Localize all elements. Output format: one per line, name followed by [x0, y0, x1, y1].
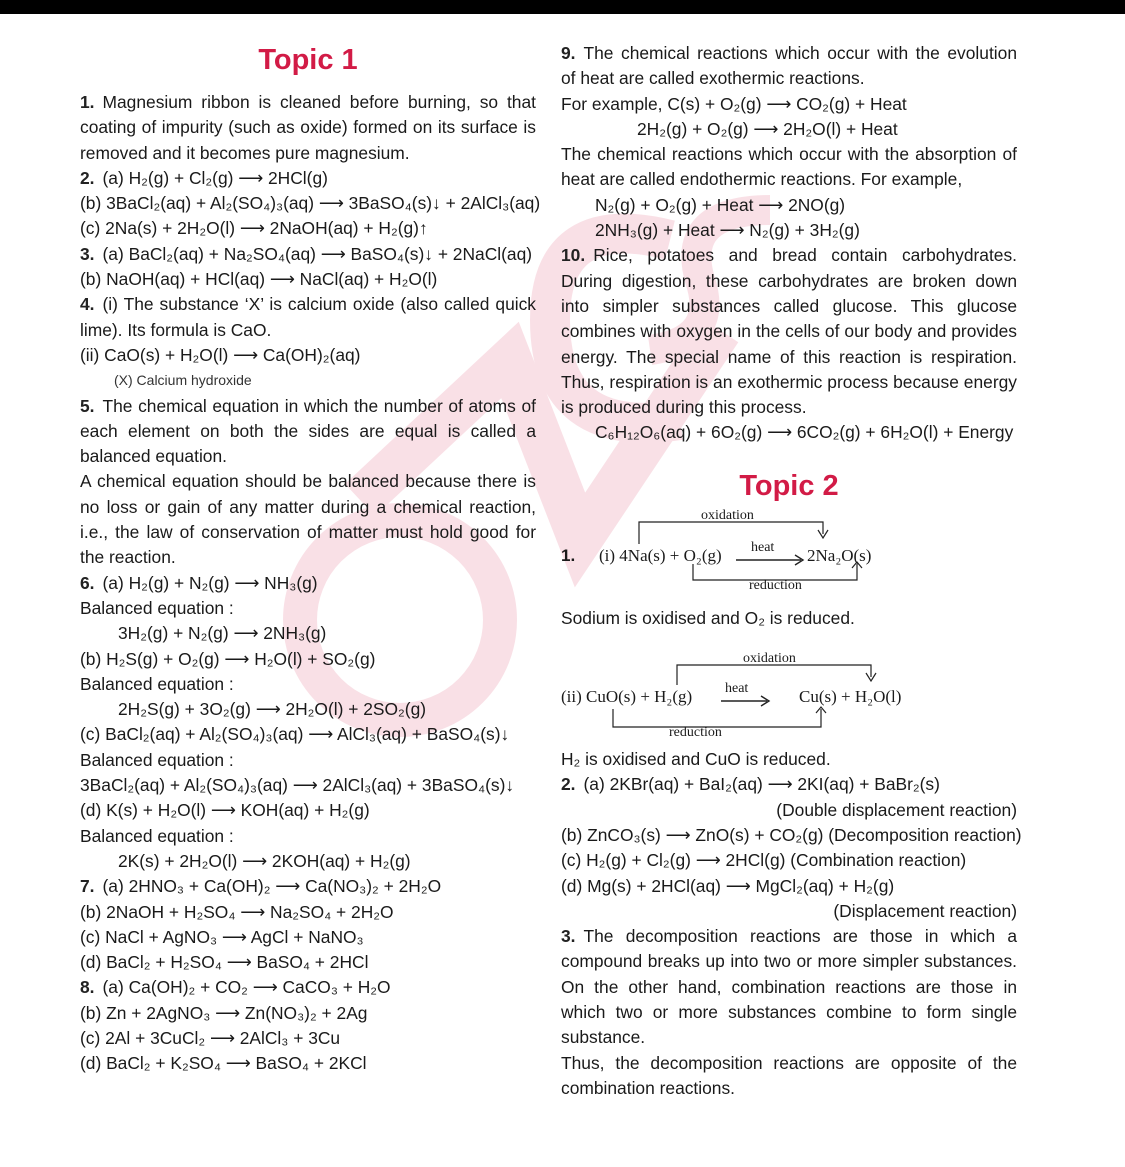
- item-text: The chemical equation in which the number of atoms of each element on both the sides are equal is called a balanced equation.: [80, 395, 536, 467]
- text-paragraph: [561, 243, 1017, 420]
- item-number: 2.: [80, 167, 95, 188]
- item-text: H₂ is oxidised and CuO is reduced.: [561, 749, 831, 770]
- text-paragraph: [561, 1051, 1017, 1102]
- equation-line: [80, 242, 536, 267]
- equation-line: [80, 950, 536, 975]
- item-text: (X) Calcium hydroxide: [114, 372, 252, 389]
- item-number: 4.: [80, 294, 95, 315]
- heat-label-2: heat: [725, 681, 749, 697]
- item-text: (c) H₂(g) + Cl₂(g) ⟶ 2HCl(g) (Combination reaction): [561, 850, 967, 871]
- redox-1-products: 2Na₂O(s): [807, 545, 872, 565]
- item-text: N₂(g) + O₂(g) + Heat ⟶ 2NO(g): [595, 194, 846, 215]
- equation-line: [561, 823, 1022, 848]
- equation-line: [80, 748, 536, 773]
- item-text: (b) 2NaOH + H₂SO₄ ⟶ Na₂SO₄ + 2H₂O: [80, 901, 394, 922]
- equation-line: [80, 798, 536, 823]
- equation-line: [80, 166, 536, 191]
- equation-line: [561, 193, 1017, 218]
- equation-line: [80, 722, 536, 747]
- item-text: (b) Zn + 2AgNO₃ ⟶ Zn(NO₃)₂ + 2Ag: [80, 1002, 368, 1023]
- item-text: The chemical reactions which occur with the absorption of heat are called endothermic reactions. For example,: [561, 144, 1017, 190]
- equation-line: [561, 117, 1017, 142]
- text-paragraph: [80, 469, 536, 570]
- equation-line: [561, 798, 1017, 823]
- equation-line: [561, 899, 1017, 924]
- item-number: 10.: [561, 245, 586, 266]
- equation-line: [80, 1026, 536, 1051]
- equation-line: [80, 697, 536, 722]
- equation-line: [80, 191, 541, 216]
- item-text: For example, C(s) + O₂(g) ⟶ CO₂(g) + Heat: [561, 93, 907, 114]
- item-text: (b) ZnCO₃(s) ⟶ ZnO(s) + CO₂(g) (Decomposition reaction): [561, 824, 1022, 845]
- item-text: (a) BaCl₂(aq) + Na₂SO₄(aq) ⟶ BaSO₄(s)↓ + 2NaCl(aq): [102, 243, 533, 264]
- item-text: Magnesium ribbon is cleaned before burning, so that coating of impurity (such as oxide) formed on its surface is removed and it becomes pure magnesium.: [80, 92, 536, 163]
- item-text: (a) Ca(OH)₂ + CO₂ ⟶ CaCO₃ + H₂O: [102, 977, 391, 998]
- text-paragraph: [561, 41, 1017, 92]
- item-number: 5.: [80, 395, 95, 416]
- item-text: The chemical reactions which occur with the evolution of heat are called exothermic reactions.: [561, 43, 1017, 89]
- oxidation-label-2: oxidation: [743, 651, 796, 667]
- equation-line: [80, 216, 536, 241]
- item-text: Balanced equation :: [80, 673, 234, 694]
- equation-line: [561, 218, 1017, 243]
- item-number: 1.: [561, 545, 576, 565]
- equation-line: [561, 848, 1017, 873]
- right-column: [561, 14, 1022, 1101]
- item-text: (c) BaCl₂(aq) + Al₂(SO₄)₃(aq) ⟶ AlCl₃(aq) + BaSO₄(s)↓: [80, 724, 510, 745]
- item-text: (b) NaOH(aq) + HCl(aq) ⟶ NaCl(aq) + H₂O(l): [80, 269, 438, 290]
- equation-line: [80, 975, 536, 1000]
- equation-line: [80, 368, 536, 393]
- item-text: (d) K(s) + H₂O(l) ⟶ KOH(aq) + H₂(g): [80, 800, 370, 821]
- text-paragraph: [80, 292, 536, 343]
- oxidation-label-1: oxidation: [701, 507, 754, 523]
- equation-line: [80, 773, 536, 798]
- item-text: (a) 2HNO₃ + Ca(OH)₂ ⟶ Ca(NO₃)₂ + 2H₂O: [102, 876, 442, 897]
- item-text: (c) 2Al + 3CuCl₂ ⟶ 2AlCl₃ + 3Cu: [80, 1027, 341, 1048]
- item-text: The decomposition reactions are those in which a compound breaks up into two or more simpler substances. On the other hand, combination reactions are those in which two or more substances combine to form single substance.: [561, 926, 1017, 1048]
- item-text: (a) 2KBr(aq) + BaI₂(aq) ⟶ 2KI(aq) + BaBr₂(s): [583, 774, 940, 795]
- left-column: [80, 14, 541, 1077]
- item-text: (a) H₂(g) + N₂(g) ⟶ NH₃(g): [102, 572, 318, 593]
- item-text: Thus, the decomposition reactions are opposite of the combination reactions.: [561, 1052, 1017, 1098]
- item-text: (b) 3BaCl₂(aq) + Al₂(SO₄)₃(aq) ⟶ 3BaSO₄(s)↓ + 2AlCl₃(aq): [80, 193, 541, 214]
- equation-line: [80, 874, 536, 899]
- item-text: (Displacement reaction): [833, 900, 1017, 921]
- text-paragraph: [561, 924, 1017, 1050]
- text-paragraph: [80, 90, 536, 166]
- item-text: Balanced equation :: [80, 597, 234, 618]
- equation-line: [80, 925, 536, 950]
- left-content: [80, 90, 541, 1077]
- item-number: 7.: [80, 876, 95, 897]
- item-number: 3.: [80, 243, 95, 264]
- item-text: (Double displacement reaction): [776, 799, 1017, 820]
- item-text: 2H₂S(g) + 3O₂(g) ⟶ 2H₂O(l) + 2SO₂(g): [118, 699, 427, 720]
- item-text: Balanced equation :: [80, 825, 234, 846]
- item-text: (b) H₂S(g) + O₂(g) ⟶ H₂O(l) + SO₂(g): [80, 648, 376, 669]
- topic-1-title: Topic 1: [258, 44, 358, 76]
- redox-1-reactants: (i) 4Na(s) + O₂(g): [599, 545, 722, 565]
- item-number: 3.: [561, 926, 576, 947]
- equation-line: [80, 849, 536, 874]
- item-text: A chemical equation should be balanced because there is no loss or gain of any matter during a chemical reaction, i.e., the law of conservation of matter must hold good for the reaction.: [80, 471, 536, 568]
- equation-line: [80, 571, 536, 596]
- equation-line: [80, 647, 536, 672]
- item-text: (d) BaCl₂ + K₂SO₄ ⟶ BaSO₄ + 2KCl: [80, 1053, 367, 1074]
- item-number: 6.: [80, 572, 95, 593]
- equation-line: [80, 824, 536, 849]
- item-text: (d) Mg(s) + 2HCl(aq) ⟶ MgCl₂(aq) + H₂(g): [561, 875, 895, 896]
- heat-label-1: heat: [751, 539, 775, 555]
- equation-line: [80, 1001, 536, 1026]
- item-text: 2NH₃(g) + Heat ⟶ N₂(g) + 3H₂(g): [595, 220, 860, 241]
- item-number: 8.: [80, 977, 95, 998]
- item-number: 9.: [561, 43, 576, 63]
- item-text: C₆H₁₂O₆(aq) + 6O₂(g) ⟶ 6CO₂(g) + 6H₂O(l) + Energy: [595, 422, 1014, 443]
- item-text: (d) BaCl₂ + H₂SO₄ ⟶ BaSO₄ + 2HCl: [80, 952, 369, 973]
- right-content-top: [561, 41, 1017, 446]
- item-text: Rice, potatoes and bread contain carbohydrates. During digestion, these carbohydrates are broken down into simpler substances called glucose. This glucose combines with oxygen in the cells of our body and provides energy. The special name of this reaction is respiration. Thus, respiration is an exothermic process because energy is produced during this process.: [561, 245, 1017, 418]
- item-text: 2K(s) + 2H₂O(l) ⟶ 2KOH(aq) + H₂(g): [118, 850, 411, 871]
- right-content-bottom: [561, 747, 1022, 1101]
- equation-line: [561, 747, 1017, 772]
- redox-diagram-2: [561, 653, 1017, 741]
- item-text: 3BaCl₂(aq) + Al₂(SO₄)₃(aq) ⟶ 2AlCl₃(aq) + 3BaSO₄(s)↓: [80, 775, 515, 796]
- redox-1-note: Sodium is oxidised and O₂ is reduced.: [561, 607, 855, 628]
- topic-2-title: Topic 2: [739, 469, 839, 502]
- item-text: (c) 2Na(s) + 2H₂O(l) ⟶ 2NaOH(aq) + H₂(g)↑: [80, 218, 428, 239]
- equation-line: [80, 900, 536, 925]
- item-number: 2.: [561, 774, 576, 795]
- item-text: (i) The substance ‘X’ is calcium oxide (also called quick lime). Its formula is CaO.: [80, 294, 536, 340]
- equation-line: [80, 1051, 536, 1076]
- equation-line: [80, 267, 536, 292]
- equation-line: [561, 92, 1017, 117]
- redox-2-reactants: (ii) CuO(s) + H₂(g): [561, 687, 693, 707]
- item-text: (a) H₂(g) + Cl₂(g) ⟶ 2HCl(g): [102, 167, 328, 188]
- equation-line: [80, 343, 536, 368]
- reduction-label-1: reduction: [749, 577, 802, 593]
- equation-line: [561, 420, 1017, 445]
- item-number: 1.: [80, 92, 95, 112]
- equation-line: [561, 772, 1017, 797]
- item-text: Balanced equation :: [80, 749, 234, 770]
- item-text: (ii) CaO(s) + H₂O(l) ⟶ Ca(OH)₂(aq): [80, 344, 361, 365]
- text-paragraph: [80, 394, 536, 470]
- redox-diagram-1: [561, 508, 1017, 596]
- equation-line: [80, 621, 536, 646]
- item-text: (c) NaCl + AgNO₃ ⟶ AgCl + NaNO₃: [80, 926, 364, 947]
- top-bar: [0, 0, 1125, 14]
- equation-line: [80, 596, 536, 621]
- text-paragraph: [561, 142, 1017, 193]
- item-text: 3H₂(g) + N₂(g) ⟶ 2NH₃(g): [118, 623, 327, 644]
- redox-2-products: Cu(s) + H₂O(l): [799, 687, 902, 707]
- equation-line: [80, 672, 536, 697]
- item-text: 2H₂(g) + O₂(g) ⟶ 2H₂O(l) + Heat: [637, 118, 898, 139]
- equation-line: [561, 874, 1017, 899]
- reduction-label-2: reduction: [669, 725, 722, 741]
